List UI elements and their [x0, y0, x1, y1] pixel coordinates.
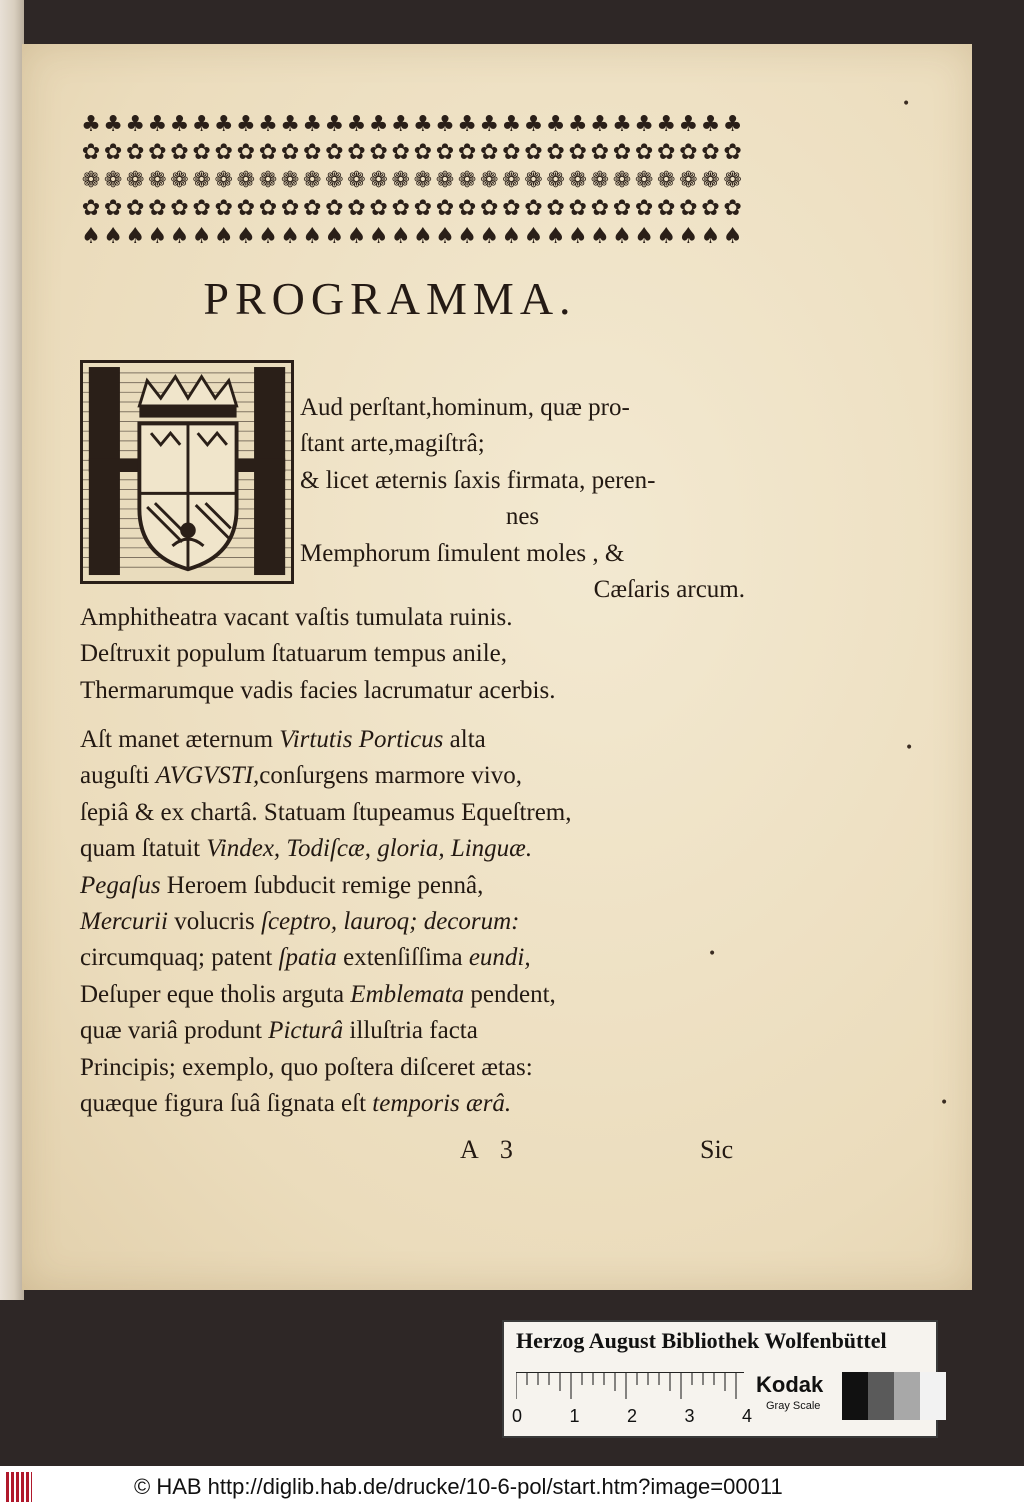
- ornament-flower-icon: ❁: [568, 168, 587, 193]
- stanza-1: [300, 390, 745, 608]
- ornament-flower-icon: ✿: [657, 196, 676, 221]
- ornament-flower-icon: ♠: [656, 224, 677, 249]
- italic-phrase: Picturâ: [268, 1017, 344, 1045]
- italic-phrase: eundi,: [468, 944, 531, 972]
- ornament-row: [80, 196, 744, 222]
- ornament-flower-icon: ❁: [192, 168, 211, 193]
- ornament-flower-icon: ♠: [346, 224, 367, 249]
- coat-of-arms-icon: [83, 363, 291, 581]
- ornament-flower-icon: ❁: [524, 168, 543, 193]
- ornament-flower-icon: ✿: [546, 196, 565, 221]
- ornament-flower-icon: ✿: [480, 196, 499, 221]
- italic-phrase: temporis ærâ.: [372, 1090, 512, 1118]
- ornament-flower-icon: ♣: [700, 112, 721, 137]
- roman-phrase: quæ variâ produnt: [80, 1017, 269, 1045]
- ornament-flower-icon: ❁: [280, 168, 300, 193]
- ornament-flower-icon: ❁: [634, 168, 654, 193]
- ornament-flower-icon: ♣: [191, 112, 212, 137]
- ornament-flower-icon: ✿: [170, 140, 189, 165]
- ornament-flower-icon: ♠: [722, 224, 743, 249]
- ornament-flower-icon: ♠: [258, 224, 278, 249]
- poem-line: & licet æternis ſaxis firmata, peren-: [300, 466, 656, 494]
- ornament-flower-icon: ♠: [545, 224, 566, 249]
- italic-phrase: Emblemata: [350, 980, 465, 1008]
- ornament-flower-icon: ✿: [280, 196, 300, 221]
- roman-phrase: Aſt manet æternum: [80, 726, 280, 753]
- ornament-flower-icon: ♠: [147, 224, 168, 249]
- ornament-flower-icon: ✿: [369, 140, 388, 165]
- ornament-flower-icon: ✿: [657, 140, 676, 165]
- ornament-flower-icon: ❁: [126, 168, 145, 193]
- ornament-flower-icon: ✿: [701, 140, 720, 165]
- ornament-flower-icon: ✿: [325, 196, 344, 221]
- roman-phrase: ſepiâ & ex chartâ. Statuam ſtupeamus Equeſtrem,: [80, 798, 572, 826]
- ornament-flower-icon: ✿: [590, 196, 610, 221]
- ornament-flower-icon: ♣: [81, 112, 101, 137]
- ornament-flower-icon: ✿: [258, 196, 278, 221]
- ornament-flower-icon: ❁: [236, 168, 256, 193]
- ruler-number: 4: [741, 1406, 752, 1426]
- ornament-flower-icon: ✿: [524, 140, 543, 165]
- ornament-flower-icon: ✿: [148, 196, 167, 221]
- paper-speck: •: [905, 740, 914, 756]
- poem-line: [80, 940, 760, 976]
- ornament-flower-icon: ♣: [722, 112, 743, 137]
- ornament-flower-icon: ♠: [457, 224, 477, 249]
- ornament-flower-icon: ❁: [657, 168, 676, 193]
- ornament-flower-icon: ❁: [413, 168, 433, 193]
- ornament-flower-icon: ✿: [81, 196, 101, 221]
- ornament-flower-icon: ✿: [568, 140, 587, 165]
- bottom-bar: [0, 1466, 1024, 1507]
- poem-line: [80, 795, 760, 831]
- ornament-flower-icon: ♠: [125, 224, 146, 249]
- ornament-flower-icon: ♠: [390, 224, 411, 249]
- italic-phrase: ſceptro, lauroq; decorum:: [261, 908, 520, 936]
- italic-phrase: Vindex, Todiſcæ, gloria, Linguæ.: [206, 835, 533, 863]
- paper-speck: •: [708, 946, 717, 962]
- ornament-flower-icon: ✿: [435, 140, 455, 165]
- ornament-flower-icon: ✿: [502, 140, 521, 165]
- poem-line: Cæſaris arcum.: [593, 576, 745, 604]
- poem-line: [80, 1050, 760, 1086]
- poem-line: ſtant arte,magiſtrâ;: [300, 430, 485, 458]
- ruler-ticks-icon: [516, 1373, 744, 1403]
- ornament-row: [80, 112, 744, 138]
- italic-phrase: AVGVSTI,: [155, 762, 260, 790]
- ornament-flower-icon: ✿: [590, 140, 610, 165]
- ornament-flower-icon: ✿: [634, 140, 654, 165]
- ornament-flower-icon: ❁: [81, 168, 101, 193]
- poem-line: [80, 1086, 760, 1122]
- ornament-flower-icon: ✿: [612, 140, 632, 165]
- ornament-flower-icon: ♣: [213, 112, 234, 137]
- ornament-flower-icon: ✿: [701, 196, 720, 221]
- poem-line: Memphorum ſimulent moles , &: [300, 539, 625, 567]
- ornament-flower-icon: ✿: [325, 140, 344, 165]
- ornament-flower-icon: ♠: [236, 224, 256, 249]
- ornament-flower-icon: ❁: [502, 168, 521, 193]
- ornament-flower-icon: ✿: [236, 196, 256, 221]
- ornament-flower-icon: ❁: [590, 168, 610, 193]
- gray-scale-label: Gray Scale: [766, 1400, 821, 1412]
- ornament-flower-icon: ✿: [303, 140, 322, 165]
- gray-swatch: [920, 1372, 946, 1420]
- library-color-card: [502, 1320, 938, 1438]
- ornament-flower-icon: ♠: [191, 224, 212, 249]
- ornament-flower-icon: ✿: [679, 196, 698, 221]
- poem-line: Aud perſtant,hominum, quæ pro-: [300, 394, 630, 421]
- roman-phrase: illuſtria facta: [343, 1017, 478, 1045]
- poem-line: [80, 831, 760, 867]
- ornament-flower-icon: ♣: [390, 112, 411, 137]
- ornament-flower-icon: ♣: [324, 112, 345, 137]
- ornament-flower-icon: ♣: [435, 112, 455, 137]
- ornament-flower-icon: ✿: [723, 140, 742, 165]
- ornament-flower-icon: ✿: [103, 140, 123, 165]
- ornament-flower-icon: ♠: [501, 224, 522, 249]
- poem-line: nes: [505, 503, 540, 531]
- ornament-flower-icon: ✿: [126, 140, 145, 165]
- ornament-flower-icon: ✿: [413, 196, 433, 221]
- ornament-flower-icon: ♠: [302, 224, 323, 249]
- ruler-number: 0: [512, 1406, 523, 1426]
- ornament-flower-icon: ✿: [258, 140, 278, 165]
- stanza-2: [80, 600, 760, 709]
- page-signature: A 3: [460, 1135, 521, 1164]
- roman-phrase: Deſuper eque tholis arguta: [80, 980, 351, 1008]
- ornament-flower-icon: ❁: [170, 168, 189, 193]
- roman-phrase: pendent,: [464, 980, 556, 1008]
- ornament-flower-icon: ❁: [148, 168, 167, 193]
- ornament-flower-icon: ♣: [147, 112, 168, 137]
- ornament-flower-icon: ✿: [148, 140, 167, 165]
- ornament-flower-icon: ♣: [612, 112, 632, 137]
- ornament-flower-icon: ✿: [457, 196, 477, 221]
- ornament-flower-icon: ✿: [126, 196, 145, 221]
- roman-phrase: quæque figura ſuâ ſignata eſt: [80, 1090, 373, 1118]
- gray-scale-swatches: [842, 1372, 946, 1420]
- ornament-flower-icon: ♣: [236, 112, 256, 137]
- ornament-flower-icon: ❁: [435, 168, 455, 193]
- italic-phrase: Virtutis Porticus: [279, 726, 444, 753]
- ornament-row: [80, 168, 744, 194]
- ornament-flower-icon: ✿: [170, 196, 189, 221]
- ornament-flower-icon: ♣: [169, 112, 190, 137]
- gray-swatch: [842, 1372, 868, 1420]
- poem-line: Thermarumque vadis facies lacrumatur acerbis.: [80, 676, 556, 704]
- ornament-flower-icon: ✿: [723, 196, 742, 221]
- ornament-flower-icon: ✿: [546, 140, 565, 165]
- catchword: Sic: [700, 1135, 734, 1164]
- ornament-flower-icon: ✿: [457, 140, 477, 165]
- ornament-flower-icon: ♣: [457, 112, 477, 137]
- ornament-flower-icon: ✿: [391, 140, 410, 165]
- ornament-flower-icon: ✿: [612, 196, 632, 221]
- ornament-flower-icon: ♣: [634, 112, 654, 137]
- copyright-link[interactable]: © HAB http://diglib.hab.de/drucke/10-6-pol/start.htm?image=00011: [134, 1473, 783, 1499]
- ruler-numbers: [512, 1406, 752, 1430]
- ornament-flower-icon: ❁: [723, 168, 742, 193]
- page-heading: PROGRAMMA.: [203, 273, 577, 324]
- ornament-flower-icon: ✿: [81, 140, 101, 165]
- ornament-band: [80, 112, 744, 250]
- ornament-flower-icon: ✿: [214, 196, 233, 221]
- ornament-flower-icon: ♣: [590, 112, 610, 137]
- ornament-row: [80, 224, 744, 250]
- poem-line: [80, 1013, 760, 1049]
- ornament-flower-icon: ✿: [634, 196, 654, 221]
- poem-line: [80, 868, 760, 904]
- ornament-flower-icon: ♠: [103, 224, 123, 249]
- ornament-flower-icon: ♣: [302, 112, 323, 137]
- ornament-flower-icon: ❁: [546, 168, 565, 193]
- gray-swatch: [868, 1372, 894, 1420]
- ornament-flower-icon: ❁: [679, 168, 698, 193]
- roman-phrase: auguſti: [80, 762, 156, 790]
- italic-phrase: ſpatia: [278, 944, 337, 972]
- ornament-flower-icon: ❁: [325, 168, 344, 193]
- ornament-flower-icon: ✿: [103, 196, 123, 221]
- ornament-flower-icon: ♣: [656, 112, 677, 137]
- ornament-flower-icon: ✿: [347, 140, 366, 165]
- ornament-flower-icon: ✿: [369, 196, 388, 221]
- ornament-flower-icon: ♣: [545, 112, 566, 137]
- book-spine-edge: [0, 0, 24, 1300]
- ornament-flower-icon: ♠: [612, 224, 632, 249]
- roman-phrase: volucris: [167, 908, 261, 936]
- roman-phrase: extenſiſſima: [336, 944, 469, 972]
- ornament-flower-icon: ❁: [303, 168, 322, 193]
- ornament-flower-icon: ❁: [258, 168, 278, 193]
- ornament-flower-icon: ♣: [523, 112, 544, 137]
- ornament-flower-icon: ♠: [634, 224, 654, 249]
- poem-line: [80, 722, 760, 758]
- measure-ruler: [516, 1372, 744, 1403]
- ornament-flower-icon: ✿: [192, 196, 211, 221]
- ornament-flower-icon: ✿: [679, 140, 698, 165]
- ornament-flower-icon: ♣: [368, 112, 389, 137]
- poem-line: Deſtruxit populum ſtatuarum tempus anile,: [80, 640, 508, 668]
- ornament-flower-icon: ❁: [701, 168, 720, 193]
- ruler-number: 3: [684, 1406, 695, 1426]
- ornament-flower-icon: ❁: [457, 168, 477, 193]
- ornament-flower-icon: ♣: [103, 112, 123, 137]
- ornament-flower-icon: ❁: [214, 168, 233, 193]
- hab-logo-icon: [6, 1472, 32, 1502]
- ornament-flower-icon: ✿: [435, 196, 455, 221]
- paper-speck: •: [902, 96, 911, 112]
- ornament-flower-icon: ♣: [280, 112, 300, 137]
- ornament-flower-icon: ♠: [280, 224, 300, 249]
- ornament-flower-icon: ✿: [413, 140, 433, 165]
- ornament-flower-icon: ✿: [347, 196, 366, 221]
- ornament-flower-icon: ✿: [303, 196, 322, 221]
- ornament-flower-icon: ♠: [413, 224, 433, 249]
- ornament-row: [80, 140, 744, 166]
- poem-line: [80, 977, 760, 1013]
- ornament-flower-icon: ✿: [391, 196, 410, 221]
- library-name: Herzog August Bibliothek Wolfenbüttel: [516, 1328, 887, 1353]
- ornament-flower-icon: ♣: [258, 112, 278, 137]
- ornament-flower-icon: ❁: [347, 168, 366, 193]
- ornament-flower-icon: ♠: [479, 224, 500, 249]
- ornament-flower-icon: ♣: [413, 112, 433, 137]
- ornament-flower-icon: ✿: [524, 196, 543, 221]
- ornament-flower-icon: ♠: [567, 224, 588, 249]
- ornament-flower-icon: ♠: [324, 224, 345, 249]
- italic-phrase: Pegaſus: [80, 871, 161, 899]
- gray-swatch: [894, 1372, 920, 1420]
- ornament-flower-icon: ✿: [236, 140, 256, 165]
- ornament-flower-icon: ♠: [523, 224, 544, 249]
- poem-line: [80, 758, 760, 794]
- paper-speck: •: [940, 1095, 949, 1111]
- ornament-flower-icon: ♠: [590, 224, 610, 249]
- ornament-flower-icon: ♠: [81, 224, 101, 249]
- ornament-flower-icon: ♠: [700, 224, 721, 249]
- ornament-flower-icon: ❁: [369, 168, 388, 193]
- ornament-flower-icon: ♠: [169, 224, 190, 249]
- ornament-flower-icon: ♣: [346, 112, 367, 137]
- stanza-3: [80, 722, 760, 1122]
- ornament-flower-icon: ✿: [480, 140, 499, 165]
- italic-phrase: Mercurii: [80, 908, 168, 936]
- ornament-flower-icon: ♠: [678, 224, 699, 249]
- roman-phrase: Heroem ſubducit remige pennâ,: [160, 871, 484, 899]
- ruler-number: 1: [569, 1406, 580, 1426]
- roman-phrase: Principis; exemplo, quo poſtera diſceret ætas:: [80, 1053, 533, 1081]
- poem-line: Amphitheatra vacant vaſtis tumulata ruinis.: [80, 604, 513, 631]
- decorated-initial-h: [80, 360, 294, 584]
- roman-phrase: circumquaq; patent: [80, 944, 279, 972]
- ornament-flower-icon: ♣: [125, 112, 146, 137]
- ornament-flower-icon: ❁: [103, 168, 123, 193]
- ornament-flower-icon: ❁: [480, 168, 499, 193]
- ornament-flower-icon: ♣: [678, 112, 699, 137]
- poem-line: [80, 904, 760, 940]
- roman-phrase: conſurgens marmore vivo,: [259, 762, 522, 790]
- ornament-flower-icon: ♠: [435, 224, 455, 249]
- roman-phrase: alta: [443, 726, 486, 753]
- ornament-flower-icon: ♣: [479, 112, 500, 137]
- kodak-brand: Kodak: [756, 1372, 824, 1397]
- ornament-flower-icon: ✿: [502, 196, 521, 221]
- ornament-flower-icon: ❁: [391, 168, 410, 193]
- ornament-flower-icon: ♣: [567, 112, 588, 137]
- ornament-flower-icon: ✿: [568, 196, 587, 221]
- ruler-number: 2: [626, 1406, 637, 1426]
- ornament-flower-icon: ♠: [368, 224, 389, 249]
- ornament-flower-icon: ✿: [280, 140, 300, 165]
- ornament-flower-icon: ✿: [214, 140, 233, 165]
- ornament-flower-icon: ❁: [612, 168, 632, 193]
- roman-phrase: quam ſtatuit: [80, 835, 207, 863]
- ornament-flower-icon: ♣: [501, 112, 522, 137]
- ornament-flower-icon: ♠: [213, 224, 234, 249]
- ornament-flower-icon: ✿: [192, 140, 211, 165]
